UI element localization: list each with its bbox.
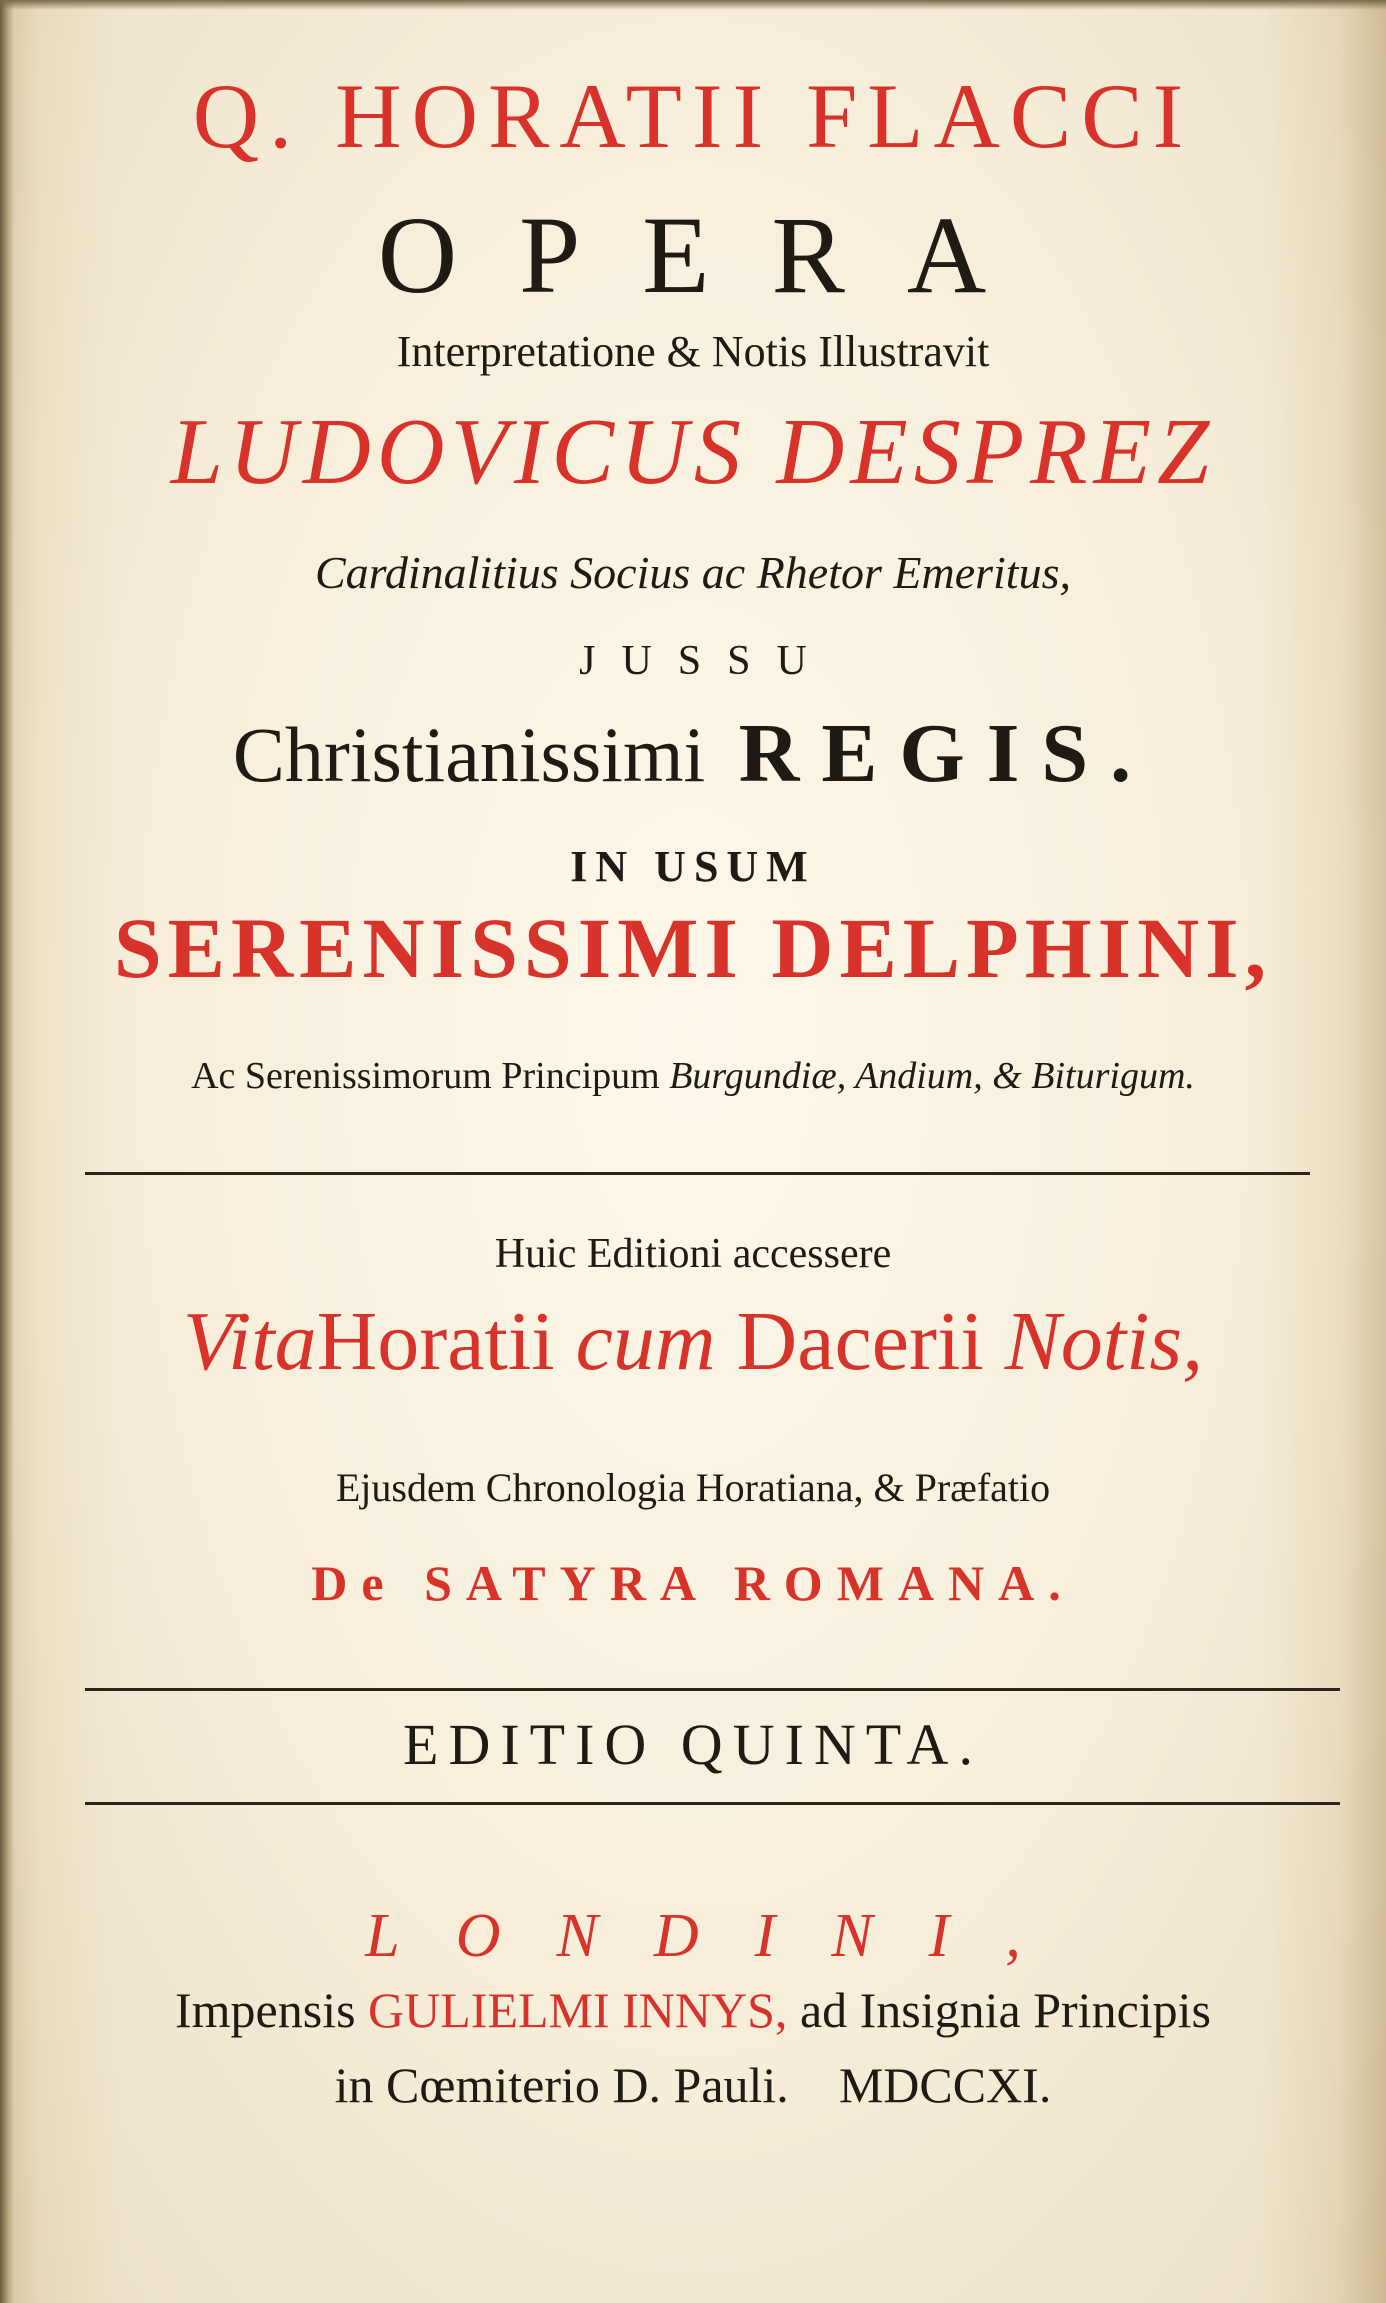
princes-line <box>0 1057 1386 1095</box>
vita-word: Vita <box>182 1295 317 1388</box>
satyra-romana-words: SATYRA ROMANA. <box>424 1555 1075 1611</box>
divider-rule-top <box>85 1172 1310 1175</box>
in-usum-line: IN USUM <box>570 842 816 891</box>
interpretation-line: Interpretatione & Notis Illustravit <box>396 327 990 376</box>
satyra-line <box>0 1555 1386 1611</box>
editor-title: Cardinalitius Socius ac Rhetor Emeritus, <box>315 547 1071 598</box>
regis-line <box>0 707 1386 800</box>
impensis-word: Impensis <box>175 1982 356 2038</box>
divider-rule-bottom <box>85 1802 1340 1805</box>
christianissimi-word: Christianissimi <box>232 711 706 798</box>
delphini-line: SERENISSIMI DELPHINI, <box>113 900 1273 996</box>
ad-insignia-words: ad Insignia Principis <box>799 1982 1211 2038</box>
jussu-line: JUSSU <box>579 638 833 684</box>
edition-line: EDITIO QUINTA. <box>403 1712 983 1777</box>
dacerii-word: Dacerii <box>736 1295 984 1388</box>
location-words: in Cœmiterio D. Pauli. <box>334 2057 789 2113</box>
imprint-line <box>0 1982 1386 2038</box>
editor-name: LUDOVICUS DESPREZ <box>170 400 1216 504</box>
work-title: OPERA <box>377 194 1049 316</box>
horatii-word: Horatii <box>316 1295 555 1388</box>
cum-word: cum <box>575 1295 716 1388</box>
princes-italic: Burgundiæ, Andium, & Biturigum. <box>669 1055 1195 1097</box>
printer-name: GULIELMI INNYS, <box>368 1982 788 2038</box>
vita-line <box>0 1295 1386 1388</box>
place-line: LONDINI, <box>365 1902 1077 1970</box>
divider-rule-middle <box>85 1688 1340 1691</box>
princes-plain: Ac Serenissimorum Principum <box>191 1055 660 1097</box>
accessere-line: Huic Editioni accessere <box>494 1231 892 1277</box>
year: MDCCXI. <box>838 2057 1052 2113</box>
regis-word: REGIS. <box>738 707 1154 800</box>
de-word: De <box>311 1555 398 1611</box>
notis-word: Notis, <box>1004 1295 1204 1388</box>
page-edge-top <box>0 0 1386 10</box>
chronologia-line: Ejusdem Chronologia Horatiana, & Præfatio <box>335 1465 1051 1510</box>
author-line: Q. HORATII FLACCI <box>192 65 1194 167</box>
location-line <box>0 2057 1386 2113</box>
